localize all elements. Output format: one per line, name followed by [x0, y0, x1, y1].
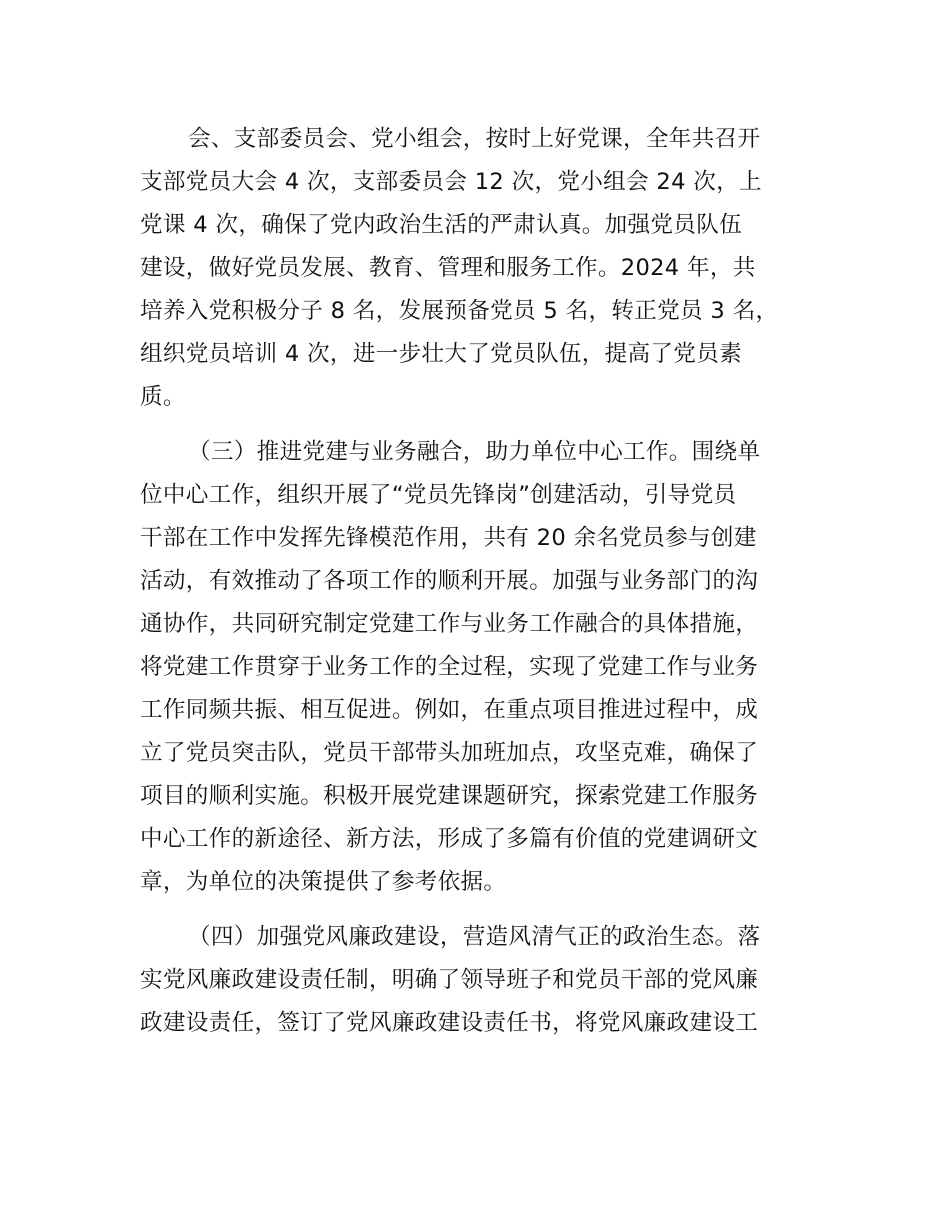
paragraph-3-line-3: 政建设责任，签订了党风廉政建设责任书，将党风廉政建设工	[140, 1010, 759, 1036]
paragraph-2-line-7: 工作同频共振、相互促进。例如，在重点项目推进过程中，成	[140, 697, 759, 723]
paragraph-2-line-3: 干部在工作中发挥先锋模范作用，共有 20 余名党员参与创建	[140, 525, 757, 551]
paragraph-2-line-10: 中心工作的新途径、新方法，形成了多篇有价值的党建调研文	[140, 826, 759, 852]
paragraph-3-line-2: 实党风廉政建设责任制，明确了领导班子和党员干部的党风廉	[140, 967, 759, 993]
paragraph-1-line-7: 质。	[140, 384, 186, 410]
paragraph-1-line-6: 组织党员培训 4 次，进一步壮大了党员队伍，提高了党员素	[140, 341, 742, 367]
paragraph-2-line-11: 章，为单位的决策提供了参考依据。	[140, 869, 507, 895]
paragraph-2-line-5: 通协作，共同研究制定党建工作与业务工作融合的具体措施，	[140, 611, 759, 637]
paragraph-2-line-9: 项目的顺利实施。积极开展党建课题研究，探索党建工作服务	[140, 783, 759, 809]
paragraph-1-line-4: 建设，做好党员发展、教育、管理和服务工作。2024 年，共	[140, 255, 756, 281]
paragraph-1-line-3: 党课 4 次，确保了党内政治生活的严肃认真。加强党员队伍	[140, 212, 742, 238]
paragraph-1-line-2: 支部党员大会 4 次，支部委员会 12 次，党小组会 24 次，上	[140, 169, 762, 195]
paragraph-1-line-5: 培养入党积极分子 8 名，发展预备党员 5 名，转正党员 3 名，	[140, 298, 779, 324]
paragraph-2-line-6: 将党建工作贯穿于业务工作的全过程，实现了党建工作与业务	[140, 654, 759, 680]
paragraph-2-line-8: 立了党员突击队，党员干部带头加班加点，攻坚克难，确保了	[140, 740, 759, 766]
paragraph-2-line-1: （三）推进党建与业务融合，助力单位中心工作。围绕单	[188, 439, 761, 465]
paragraph-2-line-2: 位中心工作，组织开展了“党员先锋岗”创建活动，引导党员	[140, 482, 737, 508]
paragraph-1-line-1: 会、支部委员会、党小组会，按时上好党课，全年共召开	[188, 126, 761, 152]
paragraph-3-line-1: （四）加强党风廉政建设，营造风清气正的政治生态。落	[188, 924, 761, 950]
paragraph-2-line-4: 活动，有效推动了各项工作的顺利开展。加强与业务部门的沟	[140, 568, 759, 594]
